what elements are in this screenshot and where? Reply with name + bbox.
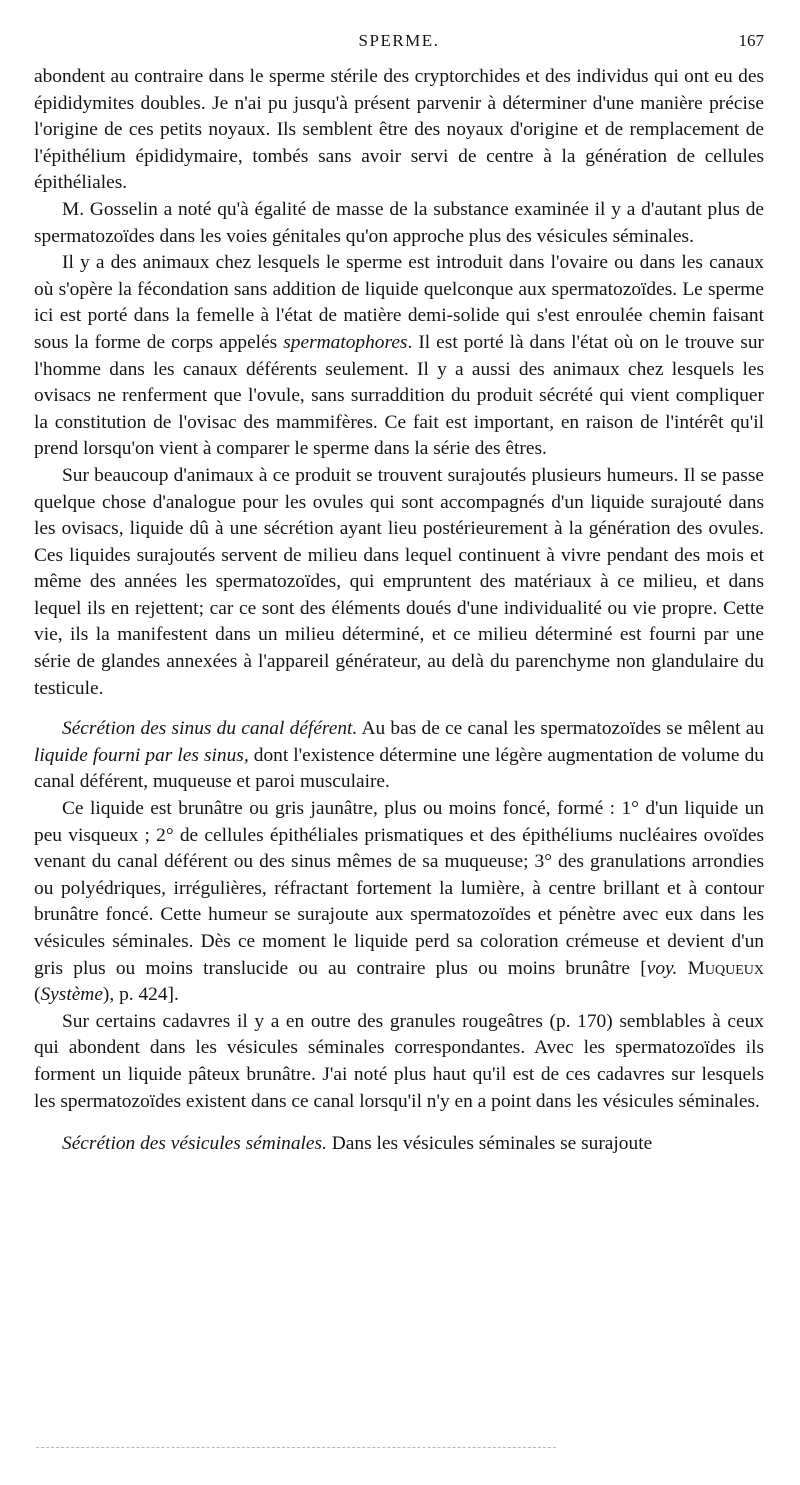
paragraph-5-text-a: Au bas de ce canal les spermatozoïdes se mêlent au (357, 718, 764, 740)
paragraph-3 (34, 250, 764, 463)
running-title: SPERME. (358, 31, 440, 50)
paragraph-3-text-b: . Il est porté là dans l'état où on le trouve sur l'homme dans les canaux déférents seulement. Il y a aussi des animaux chez lesquels les ovisacs ne renferment que l'ovule, sans surraddition du produit sécrété qui vient compliquer la constitution de l'ovisac des mammifères. Ce fait est important, en raison de l'intérêt qu'il prend lorsqu'on vient à comparer le sperme dans la série des êtres. (34, 331, 764, 460)
paragraph-8 (34, 1131, 764, 1158)
paragraph-2: M. Gosselin a noté qu'à égalité de masse de la substance examinée il y a d'autant plus de spermatozoïdes dans les voies génitales qu'on approche plus des vésicules séminales. (34, 198, 764, 247)
paragraph-6-text-a: Ce liquide est brunâtre ou gris jaunâtre, plus ou moins foncé, formé : 1° d'un liquide un peu visqueux ; 2° de cellules épithéliales prismatiques et des épithéliums nucléaires ovoïdes venant du canal déférent ou des sinus mêmes de sa muqueuse; 3° des granulations arrondies ou polyédriques, irrégulières, réfractant fortement la lumière, à centre brillant et à contour brunâtre foncé. Cette humeur se surajoute aux spermatozoïdes et pénètre avec eux dans les vésicules séminales. Dès ce moment le liquide perd sa coloration crémeuse et devient d'un gris plus ou moins translucide ou au contraire plus ou moins brunâtre [ (34, 798, 764, 979)
footer-rule (36, 1447, 556, 1448)
paragraph-6: Ce liquide est brunâtre ou gris jaunâtre, plus ou moins foncé, formé : 1° d'un liquide un peu visqueux ; 2° de cellules épithéliales prismatiques et des épithéliums nucléaires ovoïdes venant du canal déférent ou des sinus mêmes de sa muqueuse; 3° des granulations arrondies ou polyédriques, irrégulières, réfractant fortement la lumière, à centre brillant et à contour brunâtre foncé. Cette humeur se surajoute aux spermatozoïdes et pénètre avec eux dans les vésicules séminales. Dès ce moment le liquide perd sa coloration crémeuse et devient d'un gris plus ou moins translucide ou au contraire plus ou moins brunâtre [voy. Muqueux (Système), p. 424]. (34, 798, 764, 1006)
term-spermatophores: spermatophores (283, 331, 408, 353)
section-heading-vesicules: Sécrétion des vésicules séminales. (62, 1133, 327, 1155)
ref-voy: voy. (646, 957, 678, 979)
body-text (34, 64, 764, 1158)
paragraph-6-text-b: ), p. 424]. (102, 984, 179, 1006)
paragraph-1: abondent au contraire dans le sperme stérile des cryptorchides et des individus qui ont eu des épididymites doubles. Je n'ai pu jusqu'à présent parvenir à déterminer d'une manière précise l'origine de ces petits noyaux. Ils semblent être des noyaux d'origine et de remplacement de l'épithélium épididymaire, tombés sans avoir servi de centre à la génération de cellules épithéliales. (34, 66, 764, 194)
page-header (34, 31, 764, 55)
paragraph-8-text-a: Dans les vésicules séminales se surajoute (326, 1133, 653, 1155)
section-heading-sinus: Sécrétion des sinus du canal déférent. (62, 718, 358, 740)
paragraph-7: Sur certains cadavres il y a en outre des granules rougeâtres (p. 170) semblables à ceux qui abondent dans les vésicules séminales correspondantes. Avec les spermatozoïdes ils forment un liquide pâteux brunâtre. J'ai noté plus haut qu'il est de ces cadavres sur lesquels les spermatozoïdes existent dans ce canal lorsqu'il n'y en a point dans les vésicules séminales. (34, 1010, 764, 1112)
paragraph-5 (34, 716, 764, 796)
ref-systeme: Système (40, 984, 103, 1006)
paragraph-5-text-b: dont l'existence détermine une légère augmentation de volume du canal déférent, muqueuse et paroi musculaire. (34, 744, 764, 793)
page-number: 167 (738, 31, 764, 50)
ref-muqueux: Muqueux (687, 957, 764, 979)
term-liquide-fourni: liquide fourni par les sinus, (34, 744, 249, 766)
paragraph-4: Sur beaucoup d'animaux à ce produit se trouvent surajoutés plusieurs humeurs. Il se passe quelque chose d'analogue pour les ovules qui sont accompagnés d'un liquide surajouté dans les ovisacs, liquide dû à une sécrétion ayant lieu postérieurement à la génération des ovules. Ces liquides surajoutés servent de milieu dans lequel continuent à vivre pendant des mois et même des années les spermatozoïdes, qui empruntent des matériaux à ce milieu, et dans lequel ils en rejettent; car ce sont des éléments doués d'une individualité ou vie propre. Cette vie, ils la manifestent dans un milieu déterminé, et ce milieu déterminé est fourni par une série de glandes annexées à l'appareil générateur, au delà du parenchyme non glandulaire du testicule. (34, 464, 764, 699)
paragraph-3-text-a: Il y a des animaux chez lesquels le sperme est introduit dans l'ovaire ou dans les canaux où s'opère la fécondation sans addition de liquide quelconque aux spermatozoïdes. Le sperme ici est porté dans la femelle à l'état de matière demi-solide qui s'est enroulée chemin faisant sous la forme de corps appelés (34, 252, 764, 353)
